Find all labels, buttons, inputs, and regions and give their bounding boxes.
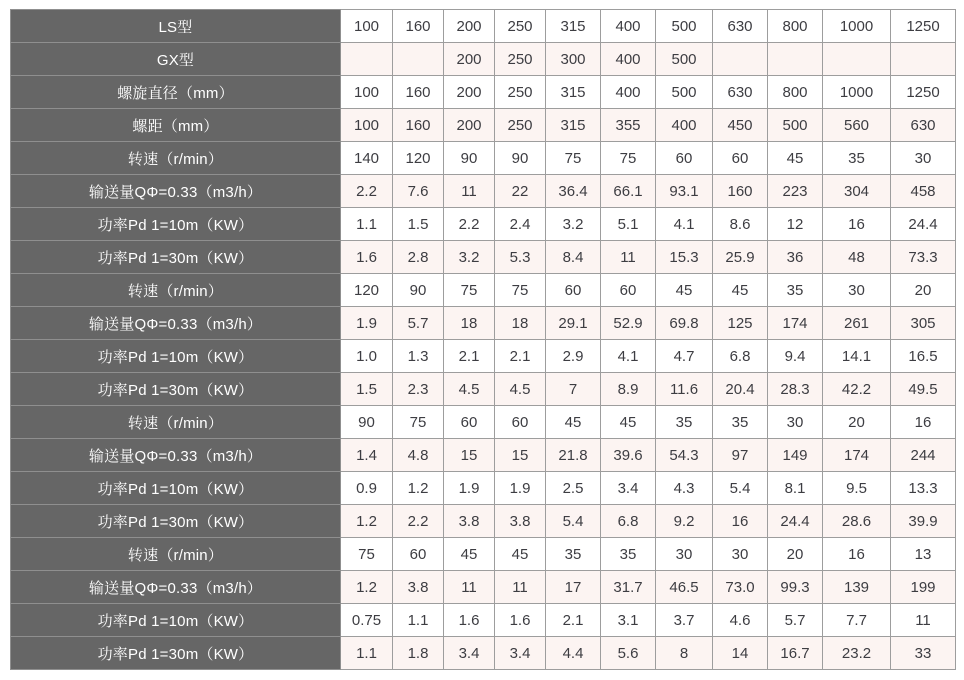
table-cell: 45 <box>768 142 823 175</box>
table-cell: 36.4 <box>546 175 601 208</box>
table-cell: 500 <box>656 10 713 43</box>
table-cell: 16.7 <box>768 637 823 670</box>
table-cell: 60 <box>713 142 768 175</box>
table-cell: 100 <box>341 76 393 109</box>
table-cell: 15.3 <box>656 241 713 274</box>
table-cell: 35 <box>656 406 713 439</box>
table-cell: 23.2 <box>823 637 891 670</box>
table-cell: 8.4 <box>546 241 601 274</box>
row-label-cell: 功率Pd 1=10m（KW） <box>11 472 341 505</box>
table-cell: 174 <box>768 307 823 340</box>
table-cell: 45 <box>444 538 495 571</box>
row-label-cell: 功率Pd 1=10m（KW） <box>11 340 341 373</box>
table-cell: 6.8 <box>713 340 768 373</box>
table-cell: 90 <box>341 406 393 439</box>
table-row <box>11 637 956 670</box>
table-cell: 48 <box>823 241 891 274</box>
table-cell: 45 <box>495 538 546 571</box>
row-label-cell: 螺距（mm） <box>11 109 341 142</box>
table-cell: 630 <box>713 10 768 43</box>
spec-table-body <box>11 10 956 670</box>
table-cell: 9.5 <box>823 472 891 505</box>
table-cell: 90 <box>495 142 546 175</box>
table-cell: 3.4 <box>601 472 656 505</box>
row-label-cell: 转速（r/min） <box>11 142 341 175</box>
table-cell: 3.2 <box>546 208 601 241</box>
table-cell: 49.5 <box>891 373 956 406</box>
table-row <box>11 175 956 208</box>
table-cell: 30 <box>891 142 956 175</box>
table-cell: 120 <box>393 142 444 175</box>
table-cell: 304 <box>823 175 891 208</box>
table-cell: 45 <box>656 274 713 307</box>
table-cell: 60 <box>546 274 601 307</box>
table-cell: 1.5 <box>341 373 393 406</box>
table-cell: 160 <box>393 109 444 142</box>
table-cell: 160 <box>393 10 444 43</box>
table-cell: 75 <box>393 406 444 439</box>
table-cell: 45 <box>713 274 768 307</box>
table-cell: 25.9 <box>713 241 768 274</box>
table-cell: 36 <box>768 241 823 274</box>
table-cell: 315 <box>546 109 601 142</box>
table-cell: 1.1 <box>341 208 393 241</box>
table-cell: 60 <box>601 274 656 307</box>
table-cell: 4.4 <box>546 637 601 670</box>
table-cell: 630 <box>891 109 956 142</box>
row-label-cell: 功率Pd 1=30m（KW） <box>11 373 341 406</box>
row-label-cell: 功率Pd 1=10m（KW） <box>11 604 341 637</box>
table-cell: 3.7 <box>656 604 713 637</box>
table-cell: 3.2 <box>444 241 495 274</box>
table-cell: 160 <box>393 76 444 109</box>
table-cell: 73.3 <box>891 241 956 274</box>
table-cell <box>891 43 956 76</box>
table-cell: 450 <box>713 109 768 142</box>
table-cell: 100 <box>341 109 393 142</box>
table-cell: 75 <box>444 274 495 307</box>
table-cell <box>393 43 444 76</box>
table-row <box>11 43 956 76</box>
table-cell: 7.6 <box>393 175 444 208</box>
table-cell: 800 <box>768 76 823 109</box>
table-row <box>11 604 956 637</box>
table-cell: 500 <box>768 109 823 142</box>
table-cell: 315 <box>546 10 601 43</box>
table-cell: 66.1 <box>601 175 656 208</box>
table-cell: 1.5 <box>393 208 444 241</box>
table-cell: 30 <box>823 274 891 307</box>
table-cell: 500 <box>656 43 713 76</box>
table-cell: 8.6 <box>713 208 768 241</box>
table-cell: 3.4 <box>495 637 546 670</box>
table-cell: 16.5 <box>891 340 956 373</box>
table-cell: 4.8 <box>393 439 444 472</box>
table-cell: 29.1 <box>546 307 601 340</box>
table-cell: 2.8 <box>393 241 444 274</box>
table-cell: 315 <box>546 76 601 109</box>
table-cell: 52.9 <box>601 307 656 340</box>
table-cell <box>713 43 768 76</box>
table-cell: 97 <box>713 439 768 472</box>
table-cell: 4.5 <box>444 373 495 406</box>
table-cell: 2.2 <box>393 505 444 538</box>
table-cell: 200 <box>444 76 495 109</box>
table-cell: 60 <box>495 406 546 439</box>
table-cell: 45 <box>546 406 601 439</box>
table-cell: 630 <box>713 76 768 109</box>
table-cell: 1.6 <box>341 241 393 274</box>
table-cell: 6.8 <box>601 505 656 538</box>
table-cell: 1000 <box>823 10 891 43</box>
table-cell: 3.8 <box>393 571 444 604</box>
table-cell: 1250 <box>891 76 956 109</box>
table-cell: 1.9 <box>341 307 393 340</box>
table-cell: 800 <box>768 10 823 43</box>
table-cell: 75 <box>495 274 546 307</box>
table-cell: 244 <box>891 439 956 472</box>
table-cell: 90 <box>393 274 444 307</box>
table-cell: 400 <box>601 76 656 109</box>
table-cell: 54.3 <box>656 439 713 472</box>
row-label-cell: 输送量QΦ=0.33（m3/h） <box>11 307 341 340</box>
table-cell: 149 <box>768 439 823 472</box>
row-label-cell: 功率Pd 1=30m（KW） <box>11 637 341 670</box>
table-cell: 300 <box>546 43 601 76</box>
table-cell: 30 <box>713 538 768 571</box>
table-cell: 11.6 <box>656 373 713 406</box>
table-cell: 18 <box>495 307 546 340</box>
table-cell: 4.3 <box>656 472 713 505</box>
table-cell: 99.3 <box>768 571 823 604</box>
table-row <box>11 274 956 307</box>
table-cell: 139 <box>823 571 891 604</box>
table-cell: 42.2 <box>823 373 891 406</box>
table-cell: 250 <box>495 43 546 76</box>
table-cell: 1.2 <box>341 571 393 604</box>
table-cell: 15 <box>495 439 546 472</box>
table-cell: 17 <box>546 571 601 604</box>
table-cell: 35 <box>601 538 656 571</box>
table-cell: 4.5 <box>495 373 546 406</box>
table-row <box>11 472 956 505</box>
table-cell <box>823 43 891 76</box>
table-cell: 33 <box>891 637 956 670</box>
table-cell: 250 <box>495 10 546 43</box>
table-cell: 2.9 <box>546 340 601 373</box>
table-cell: 2.1 <box>444 340 495 373</box>
table-cell: 2.1 <box>546 604 601 637</box>
table-cell: 75 <box>546 142 601 175</box>
table-cell: 2.2 <box>341 175 393 208</box>
table-cell: 199 <box>891 571 956 604</box>
table-row <box>11 241 956 274</box>
table-row <box>11 142 956 175</box>
table-cell: 20.4 <box>713 373 768 406</box>
table-cell: 20 <box>891 274 956 307</box>
row-label-cell: 功率Pd 1=30m（KW） <box>11 505 341 538</box>
table-cell: 305 <box>891 307 956 340</box>
table-cell: 12 <box>768 208 823 241</box>
table-cell: 4.6 <box>713 604 768 637</box>
table-cell: 5.7 <box>393 307 444 340</box>
table-cell: 500 <box>656 76 713 109</box>
table-cell: 1.2 <box>393 472 444 505</box>
table-cell: 20 <box>823 406 891 439</box>
table-row <box>11 307 956 340</box>
table-cell: 11 <box>444 175 495 208</box>
table-cell: 458 <box>891 175 956 208</box>
table-cell: 16 <box>823 208 891 241</box>
table-cell: 18 <box>444 307 495 340</box>
table-cell: 8.1 <box>768 472 823 505</box>
table-cell: 5.4 <box>546 505 601 538</box>
table-cell: 400 <box>601 10 656 43</box>
row-label-cell: 转速（r/min） <box>11 274 341 307</box>
table-cell: 4.7 <box>656 340 713 373</box>
table-cell <box>768 43 823 76</box>
table-cell: 200 <box>444 43 495 76</box>
table-cell: 1.3 <box>393 340 444 373</box>
table-cell: 140 <box>341 142 393 175</box>
table-cell: 21.8 <box>546 439 601 472</box>
table-cell: 31.7 <box>601 571 656 604</box>
table-cell: 16 <box>823 538 891 571</box>
table-cell: 30 <box>768 406 823 439</box>
table-cell: 75 <box>601 142 656 175</box>
table-row <box>11 76 956 109</box>
table-row <box>11 208 956 241</box>
screw-conveyor-spec-table <box>10 9 956 670</box>
table-cell: 11 <box>495 571 546 604</box>
table-cell: 2.3 <box>393 373 444 406</box>
table-cell: 1.6 <box>495 604 546 637</box>
table-row <box>11 340 956 373</box>
table-cell: 4.1 <box>601 340 656 373</box>
table-cell: 9.2 <box>656 505 713 538</box>
table-cell: 3.1 <box>601 604 656 637</box>
table-cell: 28.3 <box>768 373 823 406</box>
table-row <box>11 571 956 604</box>
table-cell: 30 <box>656 538 713 571</box>
table-cell <box>341 43 393 76</box>
table-row <box>11 373 956 406</box>
table-cell: 93.1 <box>656 175 713 208</box>
table-cell: 1.1 <box>393 604 444 637</box>
table-cell: 24.4 <box>891 208 956 241</box>
table-cell: 22 <box>495 175 546 208</box>
table-cell: 46.5 <box>656 571 713 604</box>
table-cell: 45 <box>601 406 656 439</box>
table-cell: 5.1 <box>601 208 656 241</box>
table-cell: 13 <box>891 538 956 571</box>
table-cell: 7.7 <box>823 604 891 637</box>
table-cell: 2.5 <box>546 472 601 505</box>
table-cell: 400 <box>601 43 656 76</box>
table-cell: 15 <box>444 439 495 472</box>
table-cell: 0.75 <box>341 604 393 637</box>
table-cell: 16 <box>891 406 956 439</box>
table-row <box>11 10 956 43</box>
table-cell: 1.4 <box>341 439 393 472</box>
table-cell: 11 <box>444 571 495 604</box>
table-cell: 160 <box>713 175 768 208</box>
table-cell: 1.8 <box>393 637 444 670</box>
table-cell: 1.9 <box>495 472 546 505</box>
table-cell: 20 <box>768 538 823 571</box>
table-cell: 125 <box>713 307 768 340</box>
table-cell: 100 <box>341 10 393 43</box>
table-cell: 2.4 <box>495 208 546 241</box>
table-cell: 2.1 <box>495 340 546 373</box>
table-cell: 8 <box>656 637 713 670</box>
table-cell: 120 <box>341 274 393 307</box>
table-cell: 14 <box>713 637 768 670</box>
table-cell: 7 <box>546 373 601 406</box>
table-cell: 73.0 <box>713 571 768 604</box>
row-label-cell: LS型 <box>11 10 341 43</box>
row-label-cell: 功率Pd 1=10m（KW） <box>11 208 341 241</box>
table-cell: 60 <box>656 142 713 175</box>
table-cell: 400 <box>656 109 713 142</box>
table-cell: 90 <box>444 142 495 175</box>
table-cell: 60 <box>393 538 444 571</box>
table-cell: 1.2 <box>341 505 393 538</box>
table-cell: 5.6 <box>601 637 656 670</box>
row-label-cell: 转速（r/min） <box>11 406 341 439</box>
table-cell: 174 <box>823 439 891 472</box>
table-cell: 69.8 <box>656 307 713 340</box>
table-cell: 2.2 <box>444 208 495 241</box>
table-cell: 1.9 <box>444 472 495 505</box>
table-cell: 200 <box>444 10 495 43</box>
table-cell: 11 <box>601 241 656 274</box>
table-cell: 3.8 <box>495 505 546 538</box>
table-cell: 5.3 <box>495 241 546 274</box>
table-cell: 560 <box>823 109 891 142</box>
table-cell: 39.6 <box>601 439 656 472</box>
table-cell: 1.0 <box>341 340 393 373</box>
table-cell: 355 <box>601 109 656 142</box>
table-cell: 9.4 <box>768 340 823 373</box>
table-row <box>11 538 956 571</box>
table-cell: 4.1 <box>656 208 713 241</box>
row-label-cell: 输送量QΦ=0.33（m3/h） <box>11 175 341 208</box>
table-cell: 75 <box>341 538 393 571</box>
table-cell: 1000 <box>823 76 891 109</box>
table-cell: 223 <box>768 175 823 208</box>
row-label-cell: 输送量QΦ=0.33（m3/h） <box>11 439 341 472</box>
row-label-cell: 输送量QΦ=0.33（m3/h） <box>11 571 341 604</box>
table-cell: 13.3 <box>891 472 956 505</box>
row-label-cell: 螺旋直径（mm） <box>11 76 341 109</box>
table-cell: 24.4 <box>768 505 823 538</box>
table-cell: 1.1 <box>341 637 393 670</box>
table-cell: 11 <box>891 604 956 637</box>
table-cell: 5.4 <box>713 472 768 505</box>
table-cell: 250 <box>495 109 546 142</box>
table-cell: 35 <box>823 142 891 175</box>
table-cell: 14.1 <box>823 340 891 373</box>
table-cell: 8.9 <box>601 373 656 406</box>
table-cell: 39.9 <box>891 505 956 538</box>
table-cell: 5.7 <box>768 604 823 637</box>
table-row <box>11 406 956 439</box>
table-cell: 35 <box>713 406 768 439</box>
table-cell: 1250 <box>891 10 956 43</box>
row-label-cell: GX型 <box>11 43 341 76</box>
table-row <box>11 109 956 142</box>
table-cell: 261 <box>823 307 891 340</box>
table-cell: 35 <box>768 274 823 307</box>
table-cell: 3.4 <box>444 637 495 670</box>
table-cell: 1.6 <box>444 604 495 637</box>
table-cell: 28.6 <box>823 505 891 538</box>
table-cell: 250 <box>495 76 546 109</box>
table-row <box>11 439 956 472</box>
row-label-cell: 功率Pd 1=30m（KW） <box>11 241 341 274</box>
table-cell: 3.8 <box>444 505 495 538</box>
table-row <box>11 505 956 538</box>
table-cell: 60 <box>444 406 495 439</box>
table-cell: 16 <box>713 505 768 538</box>
row-label-cell: 转速（r/min） <box>11 538 341 571</box>
table-cell: 0.9 <box>341 472 393 505</box>
table-cell: 35 <box>546 538 601 571</box>
table-cell: 200 <box>444 109 495 142</box>
